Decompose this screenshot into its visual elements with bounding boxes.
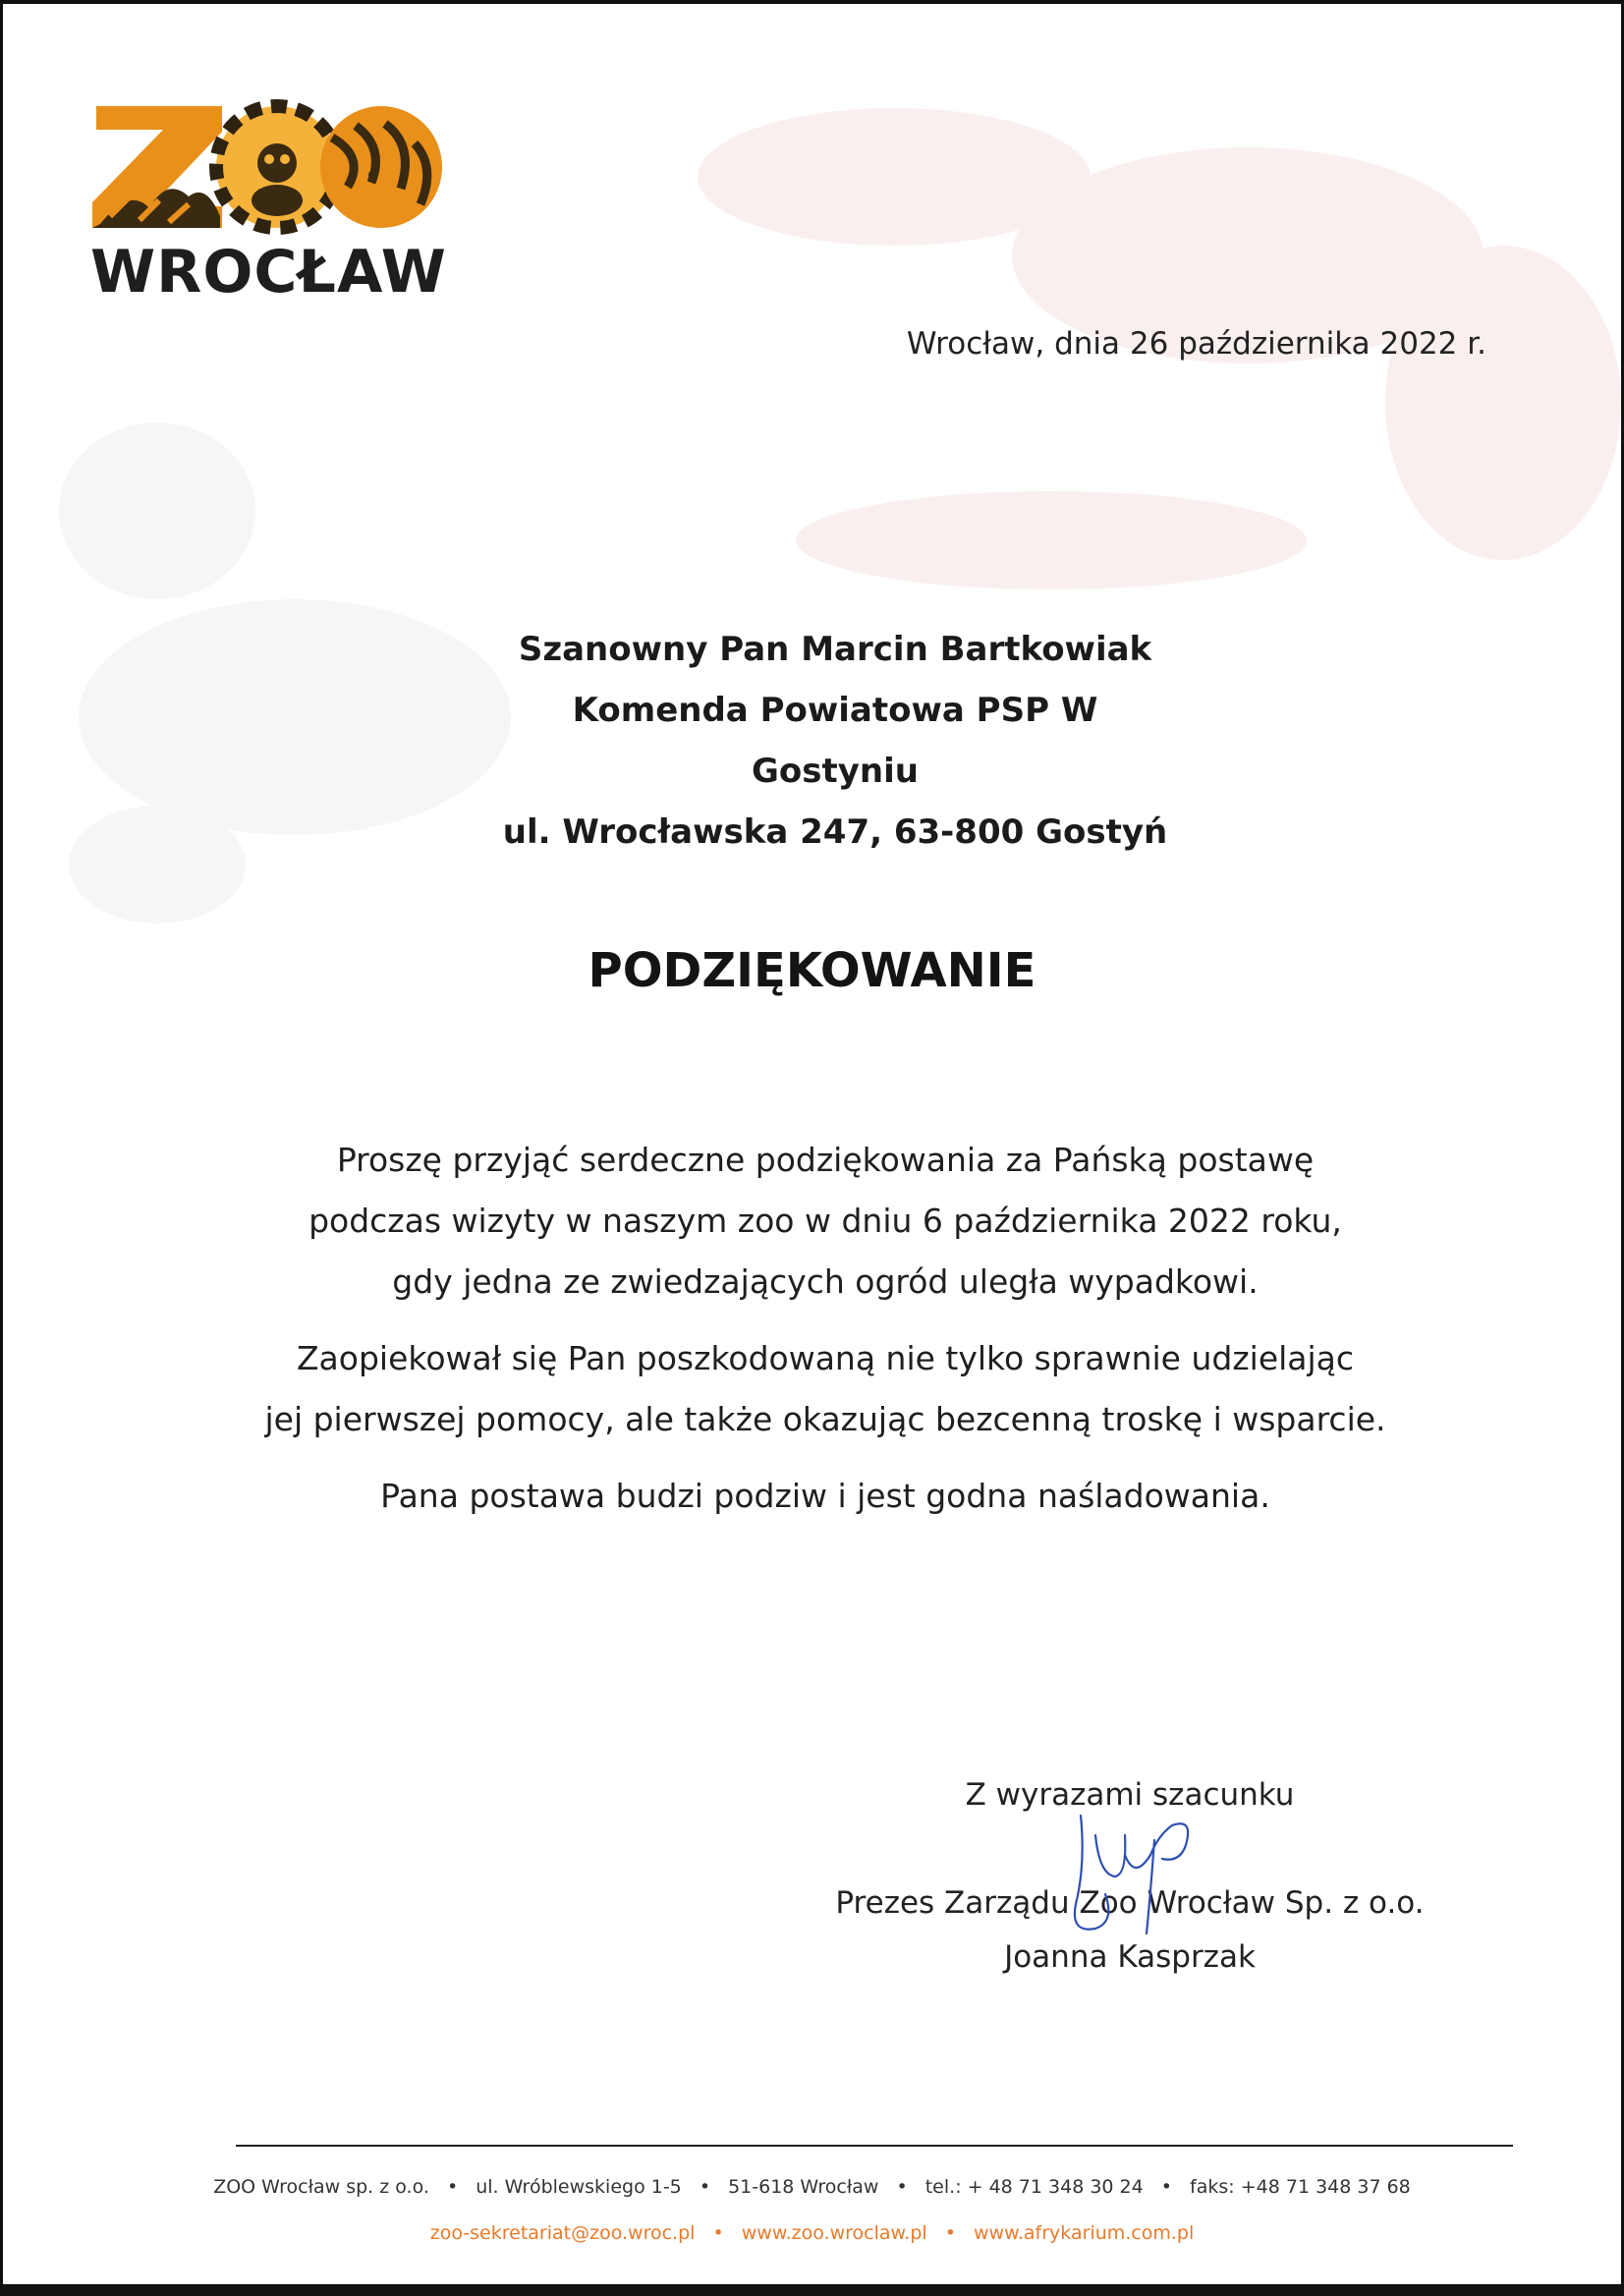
footer-divider [236, 2145, 1513, 2147]
footer-separator: • [896, 2176, 908, 2198]
footer-separator: • [712, 2222, 724, 2244]
footer-separator: • [944, 2222, 956, 2244]
body-paragraph [147, 1328, 1503, 1450]
recipient-address: ul. Wrocławska 247, 63-800 Gostyń [502, 812, 1168, 852]
scan-border-bottom [0, 2284, 1624, 2296]
letter-title: PODZIĘKOWANIE [588, 943, 1036, 998]
handwritten-signature [1056, 1796, 1223, 1943]
footer-postcode-city: 51-618 Wrocław [728, 2176, 879, 2198]
zoo-wroclaw-logo [90, 98, 447, 314]
body-line: jej pierwszej pomocy, ale także okazując bezcenną troskę i wsparcie. [264, 1400, 1386, 1438]
closing-greeting: Z wyrazami szacunku [965, 1777, 1295, 1813]
body-line: podczas wizyty w naszym zoo w dniu 6 października 2022 roku, [308, 1202, 1342, 1240]
letter-date: Wrocław, dnia 26 października 2022 r. [906, 326, 1486, 362]
footer-contact-line [0, 2176, 1624, 2198]
watermark-graphic-left [39, 393, 550, 943]
footer-separator: • [446, 2176, 459, 2198]
zoo-logo-mark [90, 98, 444, 236]
footer-email[interactable]: zoo-sekretariat@zoo.wroc.pl [429, 2222, 696, 2244]
footer-links-line [0, 2222, 1624, 2244]
recipient-organization: Komenda Powiatowa PSP W Gostyniu [572, 691, 1098, 791]
letter-body [147, 1130, 1503, 1542]
scan-border-left [0, 0, 3, 2296]
footer-website-afrykarium[interactable]: www.afrykarium.com.pl [974, 2222, 1195, 2244]
signer-position: Prezes Zarządu Zoo Wrocław Sp. z o.o. [835, 1885, 1425, 1921]
signer-name: Joanna Kasprzak [1004, 1939, 1256, 1975]
body-line: gdy jedna ze zwiedzających ogród uległa wypadkowi. [392, 1262, 1259, 1301]
footer-street: ul. Wróblewskiego 1-5 [476, 2176, 682, 2198]
recipient-block [491, 619, 1179, 863]
logo-wordmark: WROCŁAW [90, 238, 447, 307]
watermark-graphic [639, 88, 1621, 639]
body-line: Pana postawa budzi podziw i jest godna naśladowania. [380, 1477, 1270, 1515]
body-line: Zaopiekował się Pan poszkodowaną nie tylko sprawnie udzielając [296, 1339, 1355, 1377]
footer-separator: • [1160, 2176, 1172, 2198]
body-line: Proszę przyjąć serdeczne podziękowania za Pańską postawę [336, 1141, 1315, 1179]
recipient-name: Szanowny Pan Marcin Bartkowiak [518, 630, 1152, 669]
footer-company: ZOO Wrocław sp. z o.o. [213, 2176, 429, 2198]
footer-fax: faks: +48 71 348 37 68 [1190, 2176, 1411, 2198]
footer-phone: tel.: + 48 71 348 30 24 [924, 2176, 1144, 2198]
scan-border-top [0, 0, 1624, 4]
body-paragraph [147, 1130, 1503, 1313]
footer-separator: • [699, 2176, 711, 2198]
footer-website-zoo[interactable]: www.zoo.wroclaw.pl [741, 2222, 927, 2244]
body-paragraph [147, 1466, 1503, 1527]
